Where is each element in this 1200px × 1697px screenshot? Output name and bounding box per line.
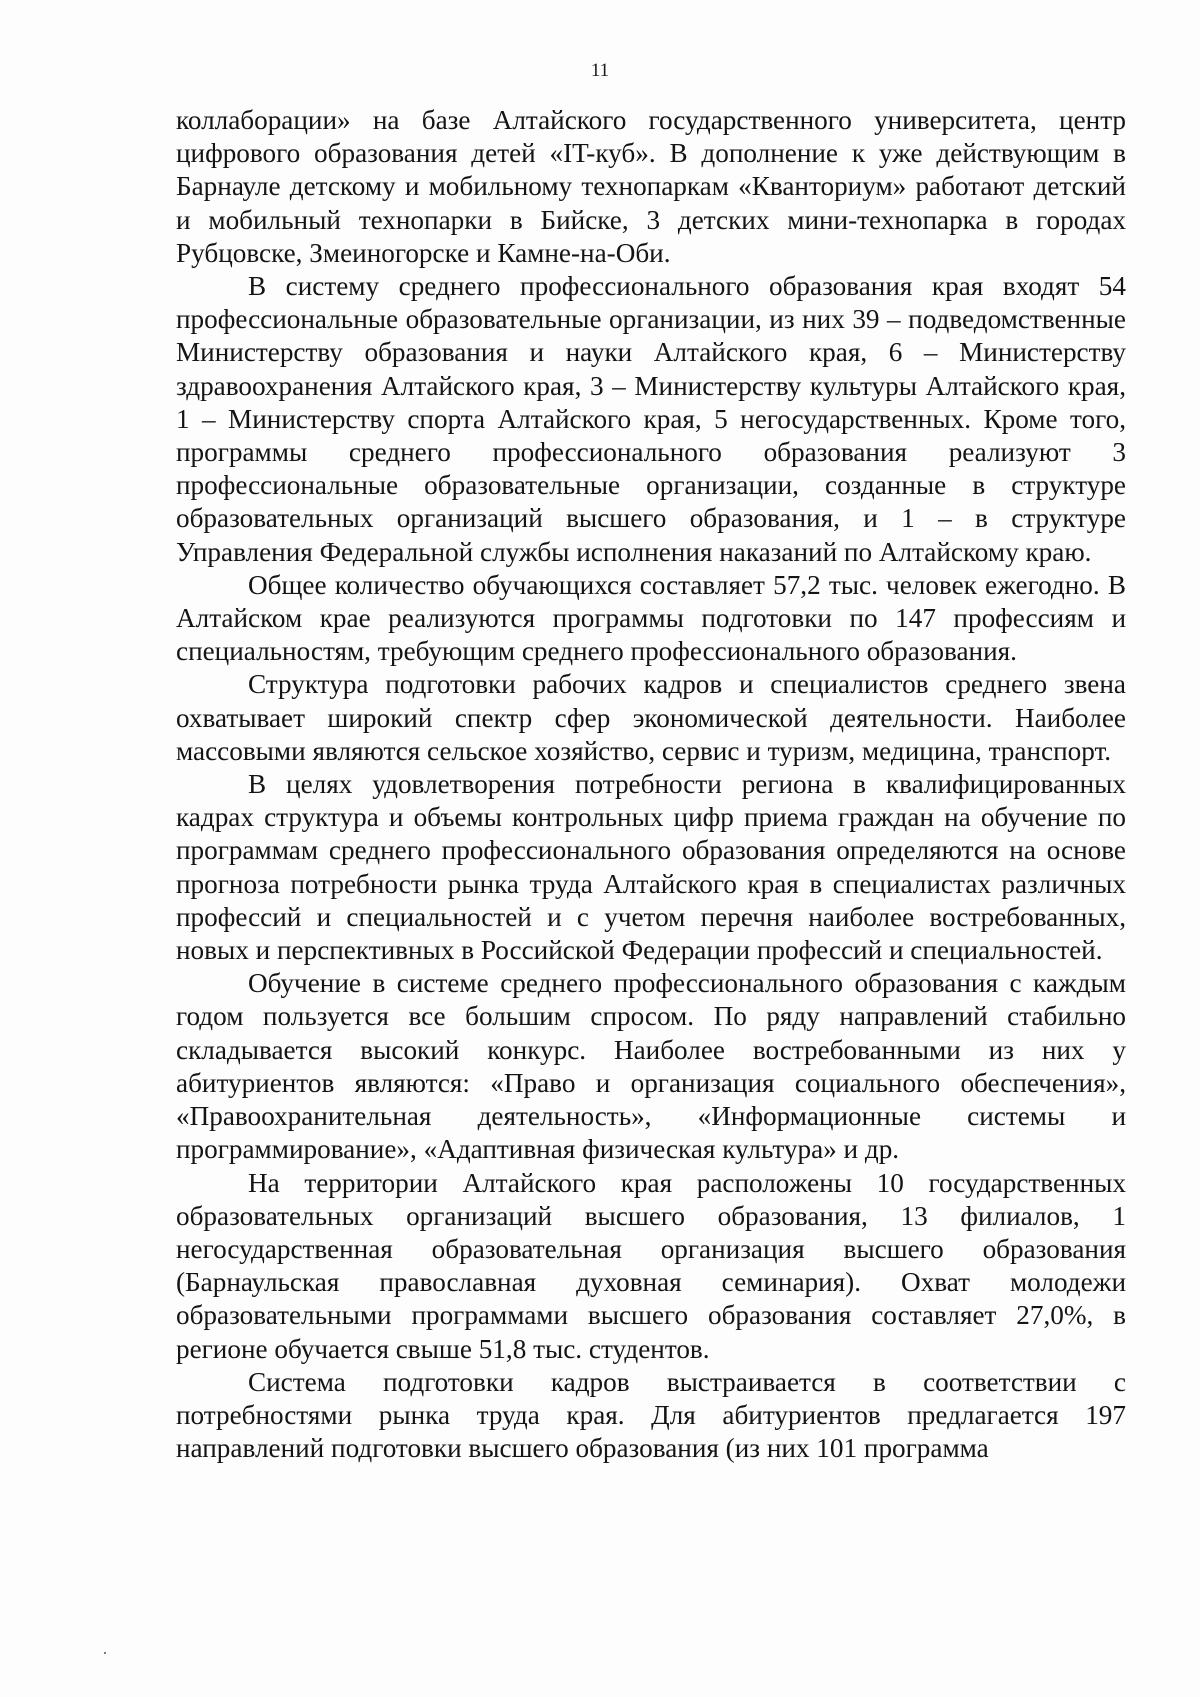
page-number: 11	[590, 60, 610, 81]
paragraph-8: Система подготовки кадров выстраивается в соответствии с потребностями рынка труда края. Для абитуриентов предлагается 197 направлений подготовки высшего образования (из них 101 программа	[176, 1366, 1126, 1464]
paragraph-3: Общее количество обучающихся составляет 57,2 тыс. человек ежегодно. В Алтайском крае реализуются программы подготовки по 147 профессиям и специальностям, требующим среднего профессионального образования.	[176, 569, 1126, 667]
paragraph-4: Структура подготовки рабочих кадров и специалистов среднего звена охватывает широкий спектр сфер экономической деятельности. Наиболее массовыми являются сельское хозяйство, сервис и туризм, медицина, транспорт.	[176, 669, 1126, 766]
paragraph-6: Обучение в системе среднего профессионального образования с каждым годом пользуется все большим спросом. По ряду направлений стабильно складывается высокий конкурс. Наиболее востребованными из них у абитуриентов являются: «Право и организация социального обеспечения», «Правоохранительная деятельность», «Информационные системы и программирование», «Адаптивная физическая культура» и др.	[176, 968, 1126, 1165]
paragraph-2: В систему среднего профессионального образования края входят 54 профессиональные образовательные организации, из них 39 – подведомственные Министерству образования и науки Алтайского края, 6 – Министерству здравоохранения Алтайского края, 3 – Министерству культуры Алтайского края, 1 – Министерству спорта Алтайского края, 5 негосударственных. Кроме того, программы среднего профессионального образования реализуют 3 профессиональные образовательные организации, созданные в структуре образовательных организаций высшего образования, и 1 – в структуре Управления Федеральной службы исполнения наказаний по Алтайскому краю.	[176, 271, 1126, 567]
paragraph-5: В целях удовлетворения потребности региона в квалифицированных кадрах структура и объемы контрольных цифр приема граждан на обучение по программам среднего профессионального образования определяются на основе прогноза потребности рынка труда Алтайского края в специалистах различных профессий и специальностей и с учетом перечня наиболее востребованных, новых и перспективных в Российской Федерации профессий и специальностей.	[176, 769, 1126, 966]
scan-speck	[104, 1652, 106, 1654]
paragraph-7: На территории Алтайского края расположены 10 государственных образовательных организаций высшего образования, 13 филиалов, 1 негосударственная образовательная организация высшего образования (Барнаульская православная духовная семинария). Охват молодежи образовательными программами высшего образования составляет 27,0%, в регионе обучается свыше 51,8 тыс. студентов.	[176, 1167, 1126, 1364]
document-body	[176, 104, 1126, 1465]
paragraph-1: коллаборации» на базе Алтайского государственного университета, центр цифрового образования детей «IT-куб». В дополнение к уже действующим в Барнауле детскому и мобильному технопаркам «Кванториум» работают детский и мобильный технопарки в Бийске, 3 детских мини-технопарка в городах Рубцовске, Змеиногорске и Камне-на-Оби.	[176, 105, 1126, 268]
